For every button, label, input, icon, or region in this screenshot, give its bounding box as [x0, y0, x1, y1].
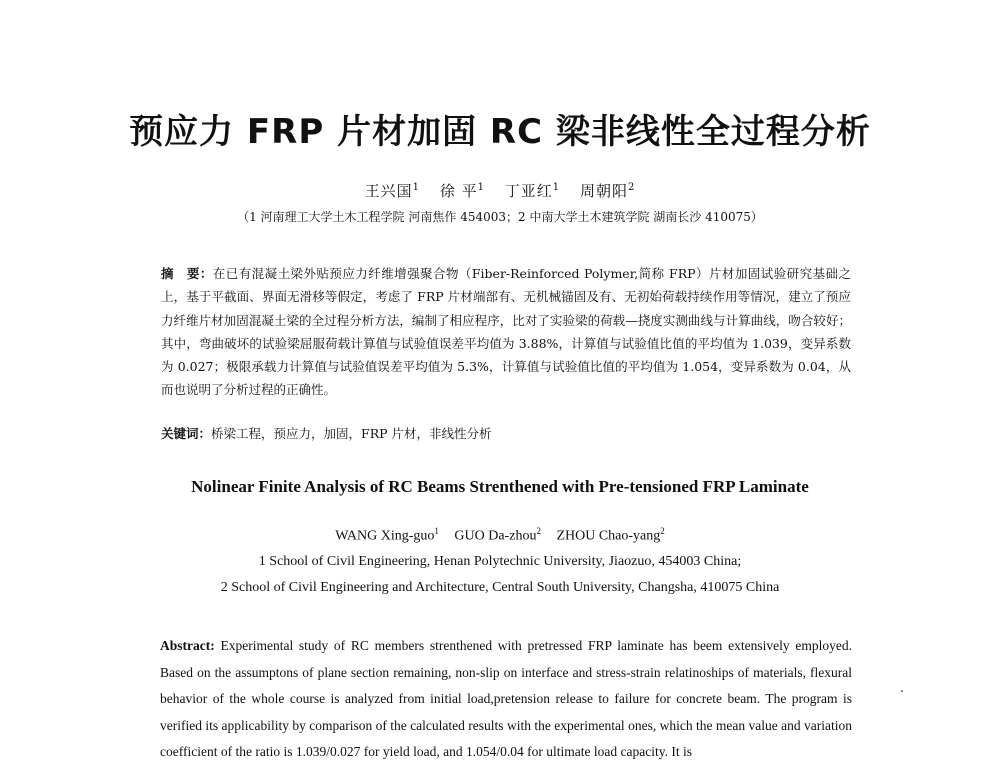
- affiliation-en-2: 2 School of Civil Engineering and Architecture, Central South University, Changsha, 410075 China: [220, 580, 780, 595]
- author-list-en: [0, 526, 1000, 545]
- abstract-en-body: Experimental study of RC members strenthened with pretressed FRP laminate has beem extensively employed. Based on the assumptons of plane section remaining, non-slip on interface and stress-strain relatinoships of materials, flexural behavior of the whole course is analyzed from initial load,pretension release to failure for concrete beam. The program is verified its applicability by comparison of the calculated results with the experimental ones, which the mean value and variation coefficient of the ratio is 1.039/0.027 for yield load, and 1.054/0.04 for ultimate load capacity. It is: [160, 638, 852, 760]
- author-affil-mark: 2: [627, 182, 636, 193]
- abstract-en-label: Abstract:: [160, 638, 215, 653]
- abstract-cn-body: 在已有混凝土梁外贴预应力纤维增强聚合物（Fiber-Reinforced Polymer,简称 FRP）片材加固试验研究基础之上，基于平截面、界面无滑移等假定，考虑了 FRP 片材端部有、无机械锚固及有、无初始荷载持续作用等情况，建立了预应力纤维片材加固混凝土梁的全过程分析方法，编制了相应程序，比对了实验梁的荷载—挠度实测曲线与计算曲线，吻合较好；其中，弯曲破坏的试验梁屈服荷载计算值与试验值误差平均值为 3.88%，计算值与试验值比值的平均值为 1.039，变异系数为 0.027；极限承载力计算值与试验值误差平均值为 5.3%，计算值与试验值比值的平均值为 1.054，变异系数为 0.04，从而也说明了分析过程的正确性。: [161, 266, 851, 398]
- author-name-en: WANG Xing-guo: [335, 528, 435, 544]
- author-affil-mark: 1: [434, 526, 439, 536]
- author-name: 王兴国: [364, 182, 413, 200]
- keywords-cn-label: 关键词：: [161, 426, 212, 441]
- author-affil-mark: 1: [552, 182, 561, 193]
- author-affil-mark: 2: [660, 526, 665, 536]
- author-name-en: ZHOU Chao-yang: [556, 528, 661, 544]
- author-name: 徐 平: [439, 182, 478, 200]
- author-name-en: GUO Da-zhou: [454, 528, 537, 544]
- affiliation-cn: （1 河南理工大学土木工程学院 河南焦作 454003；2 中南大学土木建筑学院 湖南长沙 410075）: [237, 210, 763, 224]
- author-name: 周朝阳: [579, 182, 628, 200]
- abstract-en: [160, 633, 852, 766]
- author-affil-mark: 1: [412, 182, 421, 193]
- author-affil-mark: 1: [477, 182, 485, 193]
- paper-title-en: Nolinear Finite Analysis of RC Beams Strenthened with Pre-tensioned FRP Laminate: [191, 477, 809, 496]
- keywords-cn: [161, 424, 851, 444]
- author-affil-mark: 2: [536, 526, 541, 536]
- keywords-cn-body: 桥梁工程，预应力，加固，FRP 片材，非线性分析: [211, 426, 492, 441]
- abstract-cn-label: 摘 要：: [161, 266, 213, 281]
- author-list-cn: [0, 180, 1000, 201]
- affiliation-en-1: 1 School of Civil Engineering, Henan Polytechnic University, Jiaozuo, 454003 China;: [258, 554, 742, 569]
- abstract-cn: [161, 262, 851, 402]
- scan-speck: [901, 690, 903, 692]
- author-name: 丁亚红: [504, 182, 553, 200]
- paper-title-cn: 预应力 FRP 片材加固 RC 梁非线性全过程分析: [129, 112, 871, 152]
